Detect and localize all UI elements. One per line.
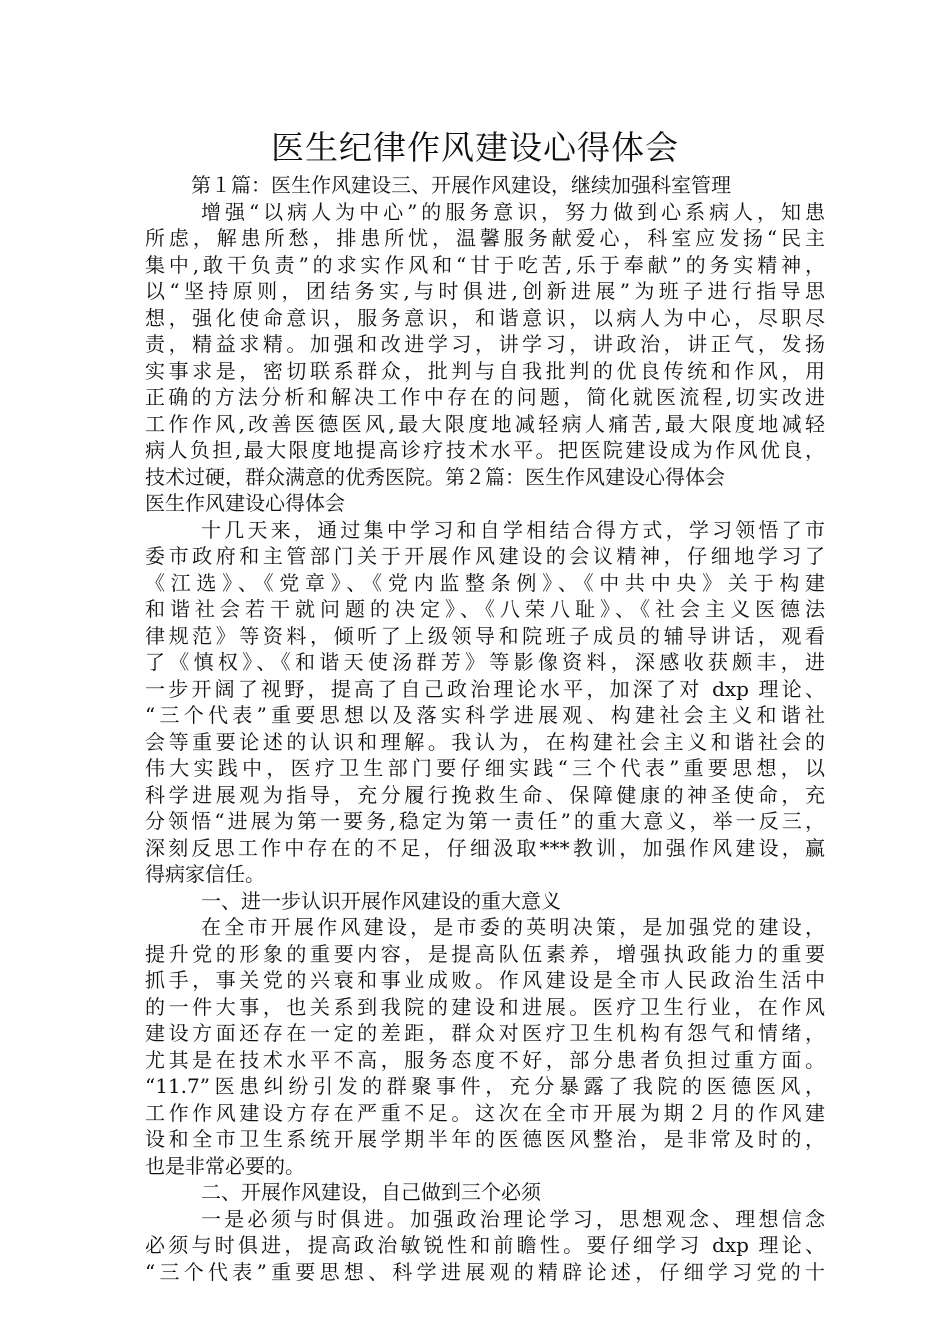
text-line: 建设方面还存在一定的差距，群众对医疗卫生机构有怨气和情绪，	[145, 1021, 825, 1045]
text-line: 十几天来，通过集中学习和自学相结合得方式，学习领悟了市	[201, 517, 825, 542]
text-line: 科学进展观为指导，充分履行挽救生命、保障健康的神圣使命，充	[145, 782, 825, 807]
text-line: 一是必须与时俱进。加强政治理论学习，思想观念、理想信念	[201, 1206, 825, 1231]
text-line: 深刻反思工作中存在的不足，仔细汲取***教训，加强作风建设，赢	[145, 835, 825, 860]
text-line: 委市政府和主管部门关于开展作风建设的会议精神，仔细地学习了	[145, 544, 825, 568]
text-line: 抓手，事关党的兴衰和事业成败。作风建设是全市人民政治生活中	[145, 968, 825, 992]
text-line: 正确的方法分析和解决工作中存在的问题，简化就医流程,切实改进	[145, 385, 825, 409]
text-line: 分领悟“进展为第一要务,稳定为第一责任”的重大意义，举一反三，	[145, 809, 825, 833]
text-line: 一步开阔了视野，提高了自己政治理论水平，加深了对 dxp 理论、	[145, 676, 825, 701]
text-line: 提升党的形象的重要内容，是提高队伍素养，增强执政能力的重要	[145, 941, 825, 966]
text-line: “三个代表”重要思想以及落实科学进展观、构建社会主义和谐社	[145, 703, 825, 727]
text-line: 和谐社会若干就问题的决定》、《八荣八耻》、《社会主义医德法	[145, 597, 825, 621]
document-title: 医生纪律作风建设心得体会	[271, 128, 679, 167]
text-line: 一、进一步认识开展作风建设的重大意义	[201, 888, 561, 913]
text-line: 责，精益求精。加强和改进学习，讲学习，讲政治，讲正气，发扬	[145, 332, 825, 356]
text-line: 律规范》等资料，倾听了上级领导和院班子成员的辅导讲话，观看	[145, 623, 825, 648]
text-line: 二、开展作风建设，自己做到三个必须	[201, 1180, 541, 1204]
text-line: 必须与时俱进，提高政治敏锐性和前瞻性。要仔细学习 dxp 理论、	[145, 1233, 825, 1257]
text-line: 第１篇：医生作风建设三、开展作风建设，继续加强科室管理	[191, 173, 731, 197]
text-line: “三个代表”重要思想、科学进展观的精辟论述，仔细学习党的十	[145, 1259, 825, 1284]
text-line: 设和全市卫生系统开展学期半年的医德医风整治，是非常及时的，	[145, 1127, 825, 1151]
text-line: 实事求是，密切联系群众，批判与自我批判的优良传统和作风，用	[145, 358, 825, 383]
text-line: 也是非常必要的。	[145, 1153, 305, 1178]
text-line: 所虑，解患所愁，排患所忧，温馨服务献爱心，科室应发扬“民主	[145, 226, 825, 250]
text-line: 工作作风建设方存在严重不足。这次在全市开展为期２月的作风建	[145, 1100, 825, 1125]
text-line: 了《慎权》、《和谐天使汤群芳》等影像资料，深感收获颇丰，进	[145, 650, 825, 674]
text-line: 以“坚持原则，团结务实,与时俱进,创新进展”为班子进行指导思	[145, 279, 825, 303]
text-line: 病人负担,最大限度地提高诊疗技术水平。把医院建设成为作风优良，	[145, 438, 825, 462]
text-line: 集中,敢干负责”的求实作风和“甘于吃苦,乐于奉献”的务实精神，	[145, 252, 825, 277]
text-line: 的一件大事，也关系到我院的建设和进展。医疗卫生行业，在作风	[145, 994, 825, 1019]
text-line: 医生作风建设心得体会	[145, 491, 345, 515]
text-line: 伟大实践中，医疗卫生部门要仔细实践“三个代表”重要思想，以	[145, 756, 825, 780]
text-line: 在全市开展作风建设，是市委的英明决策，是加强党的建设，	[201, 915, 825, 939]
text-line: 想，强化使命意识，服务意识，和谐意识，以病人为中心，尽职尽	[145, 305, 825, 330]
text-line: 技术过硬，群众满意的优秀医院。第２篇：医生作风建设心得体会	[145, 464, 725, 489]
text-line: “11.7”医患纠纷引发的群聚事件，充分暴露了我院的医德医风，	[145, 1074, 825, 1098]
text-line: 《江选》、《党章》、《党内监整条例》、《中共中央》关于构建	[145, 570, 825, 595]
text-line: 增强“以病人为中心”的服务意识，努力做到心系病人，知患	[201, 199, 825, 224]
document-body	[145, 172, 825, 1285]
text-line: 得病家信任。	[145, 862, 265, 886]
text-line: 工作作风,改善医德医风,最大限度地减轻病人痛苦,最大限度地减轻	[145, 411, 825, 436]
text-line: 会等重要论述的认识和理解。我认为，在构建社会主义和谐社会的	[145, 729, 825, 754]
text-line: 尤其是在技术水平不高，服务态度不好，部分患者负担过重方面。	[145, 1047, 825, 1072]
